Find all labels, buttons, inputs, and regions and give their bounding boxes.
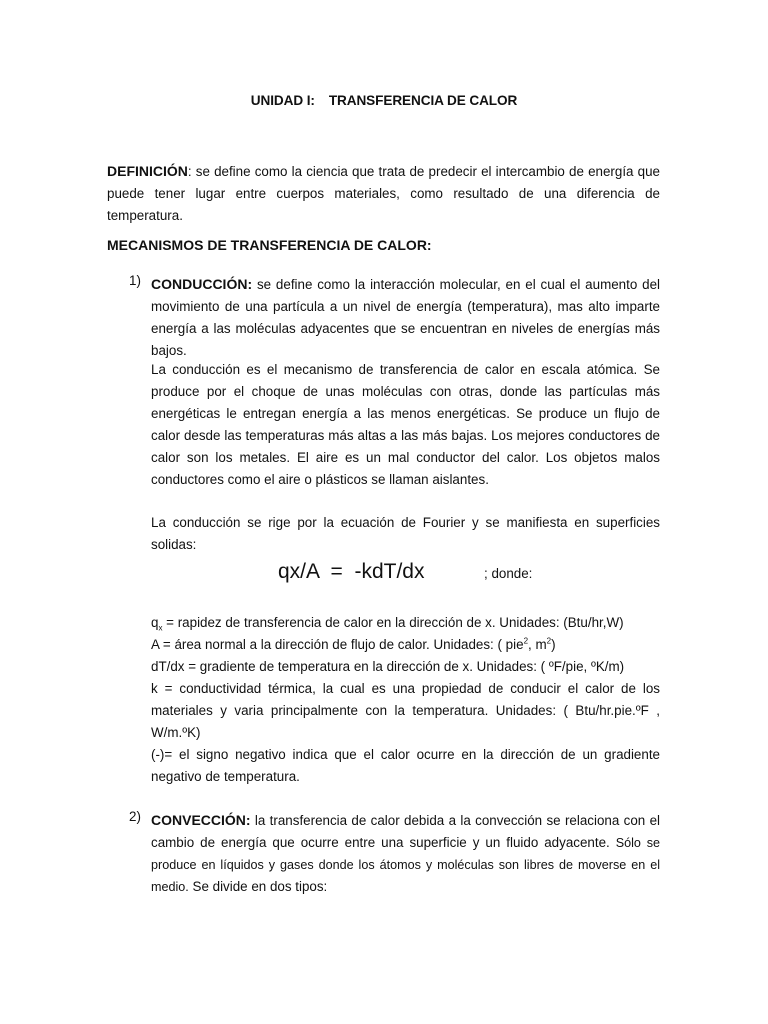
convection-text-end: Se divide en dos tipos: [188,879,328,894]
convection-text: la transferencia de calor debida a la convección se relaciona con el cambio de energía que ocurre entre una superficie y un fluido adyacente. [151,813,660,850]
convection-text-small: Sólo se produce en líquidos y gases donde los átomos y moléculas son libres de moverse en el medio. [151,836,660,894]
convection-paragraph [151,809,660,898]
definition-negative-sign: (-)= el signo negativo indica que el calor ocurre en la dirección de un gradiente negativo de temperatura. [151,747,660,784]
page-title [0,93,768,108]
fourier-equation: qx/A = -kdT/dx [278,560,425,583]
conduction-paragraph-2: La conducción es el mecanismo de transferencia de calor en escala atómica. Se produce por el choque de unas moléculas con otras, donde las partículas más energéticas le entregan energía a las menos energéticas. Se produce un flujo de calor desde las temperaturas más altas a las más bajas. Los mejores conductores de calor son los metales. El aire es un mal conductor del calor. Los objetos malos conductores como el aire o plásticos se llaman aislantes. [151,362,660,487]
definition-paragraph [107,160,660,227]
list-number-2: 2) [129,809,141,824]
conduction-text: se define como la interacción molecular, en el cual el aumento del movimiento de una partícula a un nivel de energía (temperatura), mas alto imparte energía a las moléculas adyacentes que se encuentran en niveles de energías más bajos. [151,277,660,358]
title-topic: TRANSFERENCIA DE CALOR [328,93,518,108]
conduction-paragraph-3: La conducción se rige por la ecuación de Fourier y se manifiesta en superficies solidas: [151,515,660,552]
definition-conductivity: k = conductividad térmica, la cual es una propiedad de conducir el calor de los materiales y varia principalmente con la temperatura. Unidades: ( Btu/hr.pie.ºF , W/m.ºK) [151,681,660,740]
definition-label: DEFINICIÓN [107,163,188,179]
definitions-list [151,612,660,788]
conduction-paragraph [151,273,660,362]
definition-area: A = área normal a la dirección de flujo de calor. Unidades: ( pie$^2$, $m^2$) [151,636,556,652]
title-unit: UNIDAD I: [250,93,315,108]
conduction-label: CONDUCCIÓN: [151,276,253,292]
definition-gradient: dT/dx = gradiente de temperatura en la dirección de x. Unidades: ( ºF/pie, ºK/m) [151,659,625,674]
definition-text: : se define como la ciencia que trata de predecir el intercambio de energía que puede tener lugar entre cuerpos materiales, como resultado de una diferencia de temperatura. [107,164,660,223]
convection-label: CONVECCIÓN: [151,812,251,828]
list-number-1: 1) [129,273,141,288]
definition-qx: $q_x$ = rapidez de transferencia de calor en la dirección de x. Unidades: (Btu/hr,W) [151,615,624,633]
equation-suffix: ; donde: [484,566,533,581]
mechanisms-heading: MECANISMOS DE TRANSFERENCIA DE CALOR: [107,237,432,253]
